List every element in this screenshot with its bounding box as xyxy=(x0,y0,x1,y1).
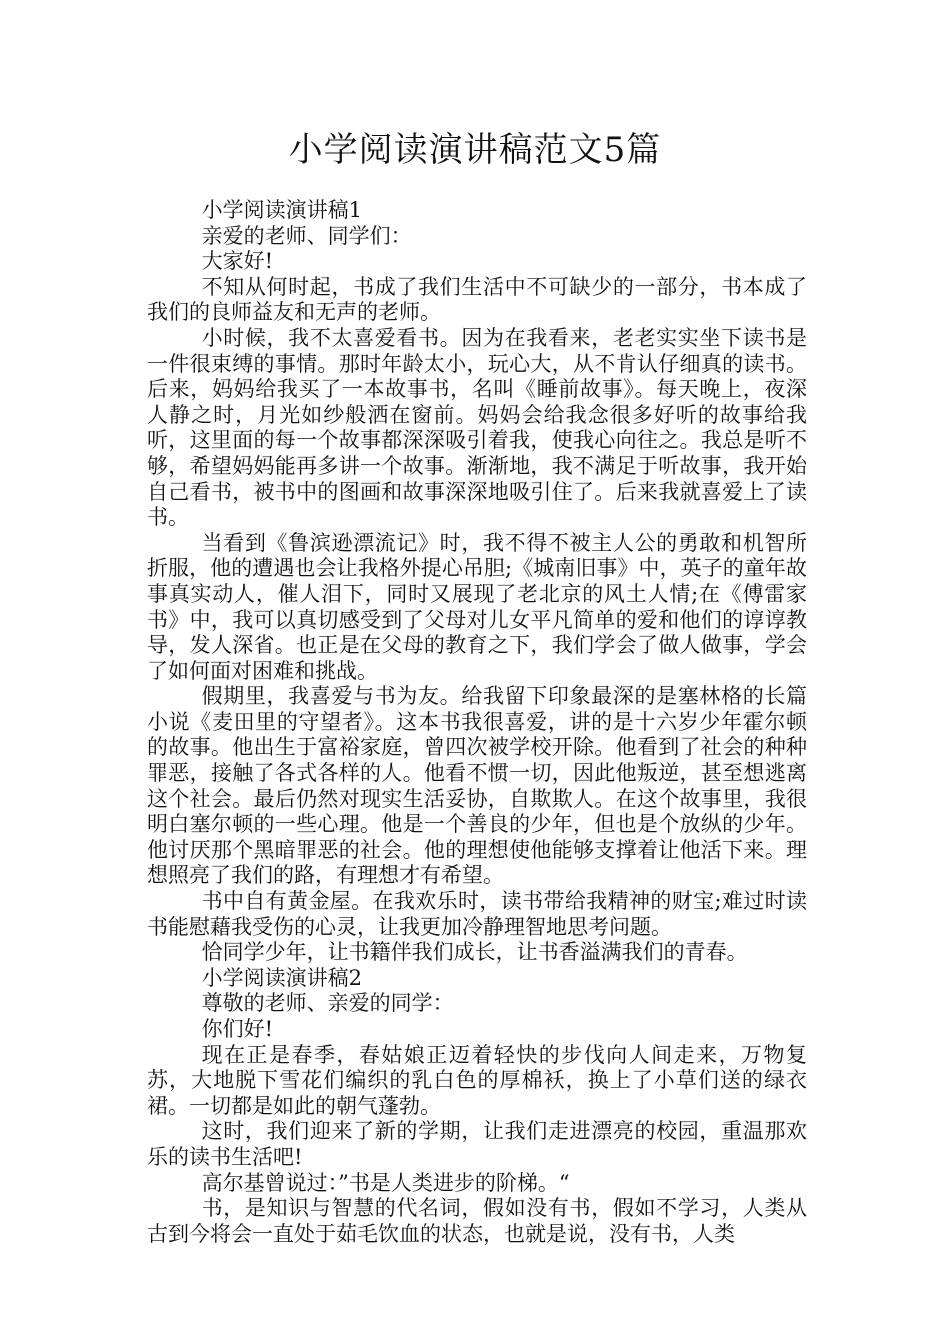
paragraph: 你们好! xyxy=(201,1017,274,1041)
paragraph: 大家好! xyxy=(201,249,274,274)
document-body xyxy=(147,198,807,1247)
paragraph: 亲爱的老师、同学们： xyxy=(201,223,412,248)
paragraph: 尊敬的老师、亲爱的同学： xyxy=(201,991,454,1016)
paragraph: 书，是知识与智慧的代名词，假如没有书，假如不学习，人类从古到今将会一直处于茹毛饮血的状态，也就是说，没有书，人类 xyxy=(147,1196,807,1246)
paragraph: 现在正是春季，春姑娘正迈着轻快的步伐向人间走来，万物复苏，大地脱下雪花们编织的乳白色的厚棉袄，换上了小草们送的绿衣裙。一切都是如此的朝气蓬勃。 xyxy=(147,1042,807,1118)
paragraph: 高尔基曾说过：”书是人类进步的阶梯。“ xyxy=(201,1170,570,1195)
paragraph: 小学阅读演讲稿2 xyxy=(201,965,362,990)
paragraph: 不知从何时起，书成了我们生活中不可缺少的一部分，书本成了我们的良师益友和无声的老师。 xyxy=(147,274,807,325)
paragraph: 假期里，我喜爱与书为友。给我留下印象最深的是塞林格的长篇小说《麦田里的守望者》。这本书我很喜爱，讲的是十六岁少年霍尔顿的故事。他出生于富裕家庭，曾四次被学校开除。他看到了社会的种种罪恶，接触了各式各样的人。他看不惯一切，因此他叛逆，甚至想逃离这个社会。最后仍然对现实生活妥协，自欺欺人。在这个故事里，我很明白塞尔顿的一些心理。他是一个善良的少年，但也是个放纵的少年。他讨厌那个黑暗罪恶的社会。他的理想使他能够支撑着让他活下来。理想照亮了我们的路，有理想才有希望。 xyxy=(147,684,807,888)
paragraph: 当看到《鲁滨逊漂流记》时，我不得不被主人公的勇敢和机智所折服，他的遭遇也会让我格外提心吊胆;《城南旧事》中，英子的童年故事真实动人，催人泪下，同时又展现了老北京的风土人情;在《傅雷家书》中，我可以真切感受到了父母对儿女平凡简单的爱和他们的谆谆教导，发人深省。也正是在父母的教育之下，我们学会了做人做事，学会了如何面对困难和挑战。 xyxy=(147,530,807,683)
paragraph: 小时候，我不太喜爱看书。因为在我看来，老老实实坐下读书是一件很束缚的事情。那时年龄太小，玩心大，从不肯认仔细真的读书。后来，妈妈给我买了一本故事书，名叫《睡前故事》。每天晚上，夜深人静之时，月光如纱般洒在窗前。妈妈会给我念很多好听的故事给我听，这里面的每一个故事都深深吸引着我，使我心向往之。我总是听不够，希望妈妈能再多讲一个故事。渐渐地，我不满足于听故事，我开始自己看书，被书中的图画和故事深深地吸引住了。后来我就喜爱上了读书。 xyxy=(147,325,807,530)
paragraph: 小学阅读演讲稿1 xyxy=(201,198,362,222)
paragraph: 这时，我们迎来了新的学期，让我们走进漂亮的校园，重温那欢乐的读书生活吧! xyxy=(147,1119,807,1169)
paragraph: 恰同学少年，让书籍伴我们成长，让书香溢满我们的青春。 xyxy=(201,940,748,965)
paragraph: 书中自有黄金屋。在我欢乐时，读书带给我精神的财宝;难过时读书能慰藉我受伤的心灵，让我更加冷静理智地思考问题。 xyxy=(147,889,807,939)
document-title: 小学阅读演讲稿范文5篇 xyxy=(288,130,662,170)
